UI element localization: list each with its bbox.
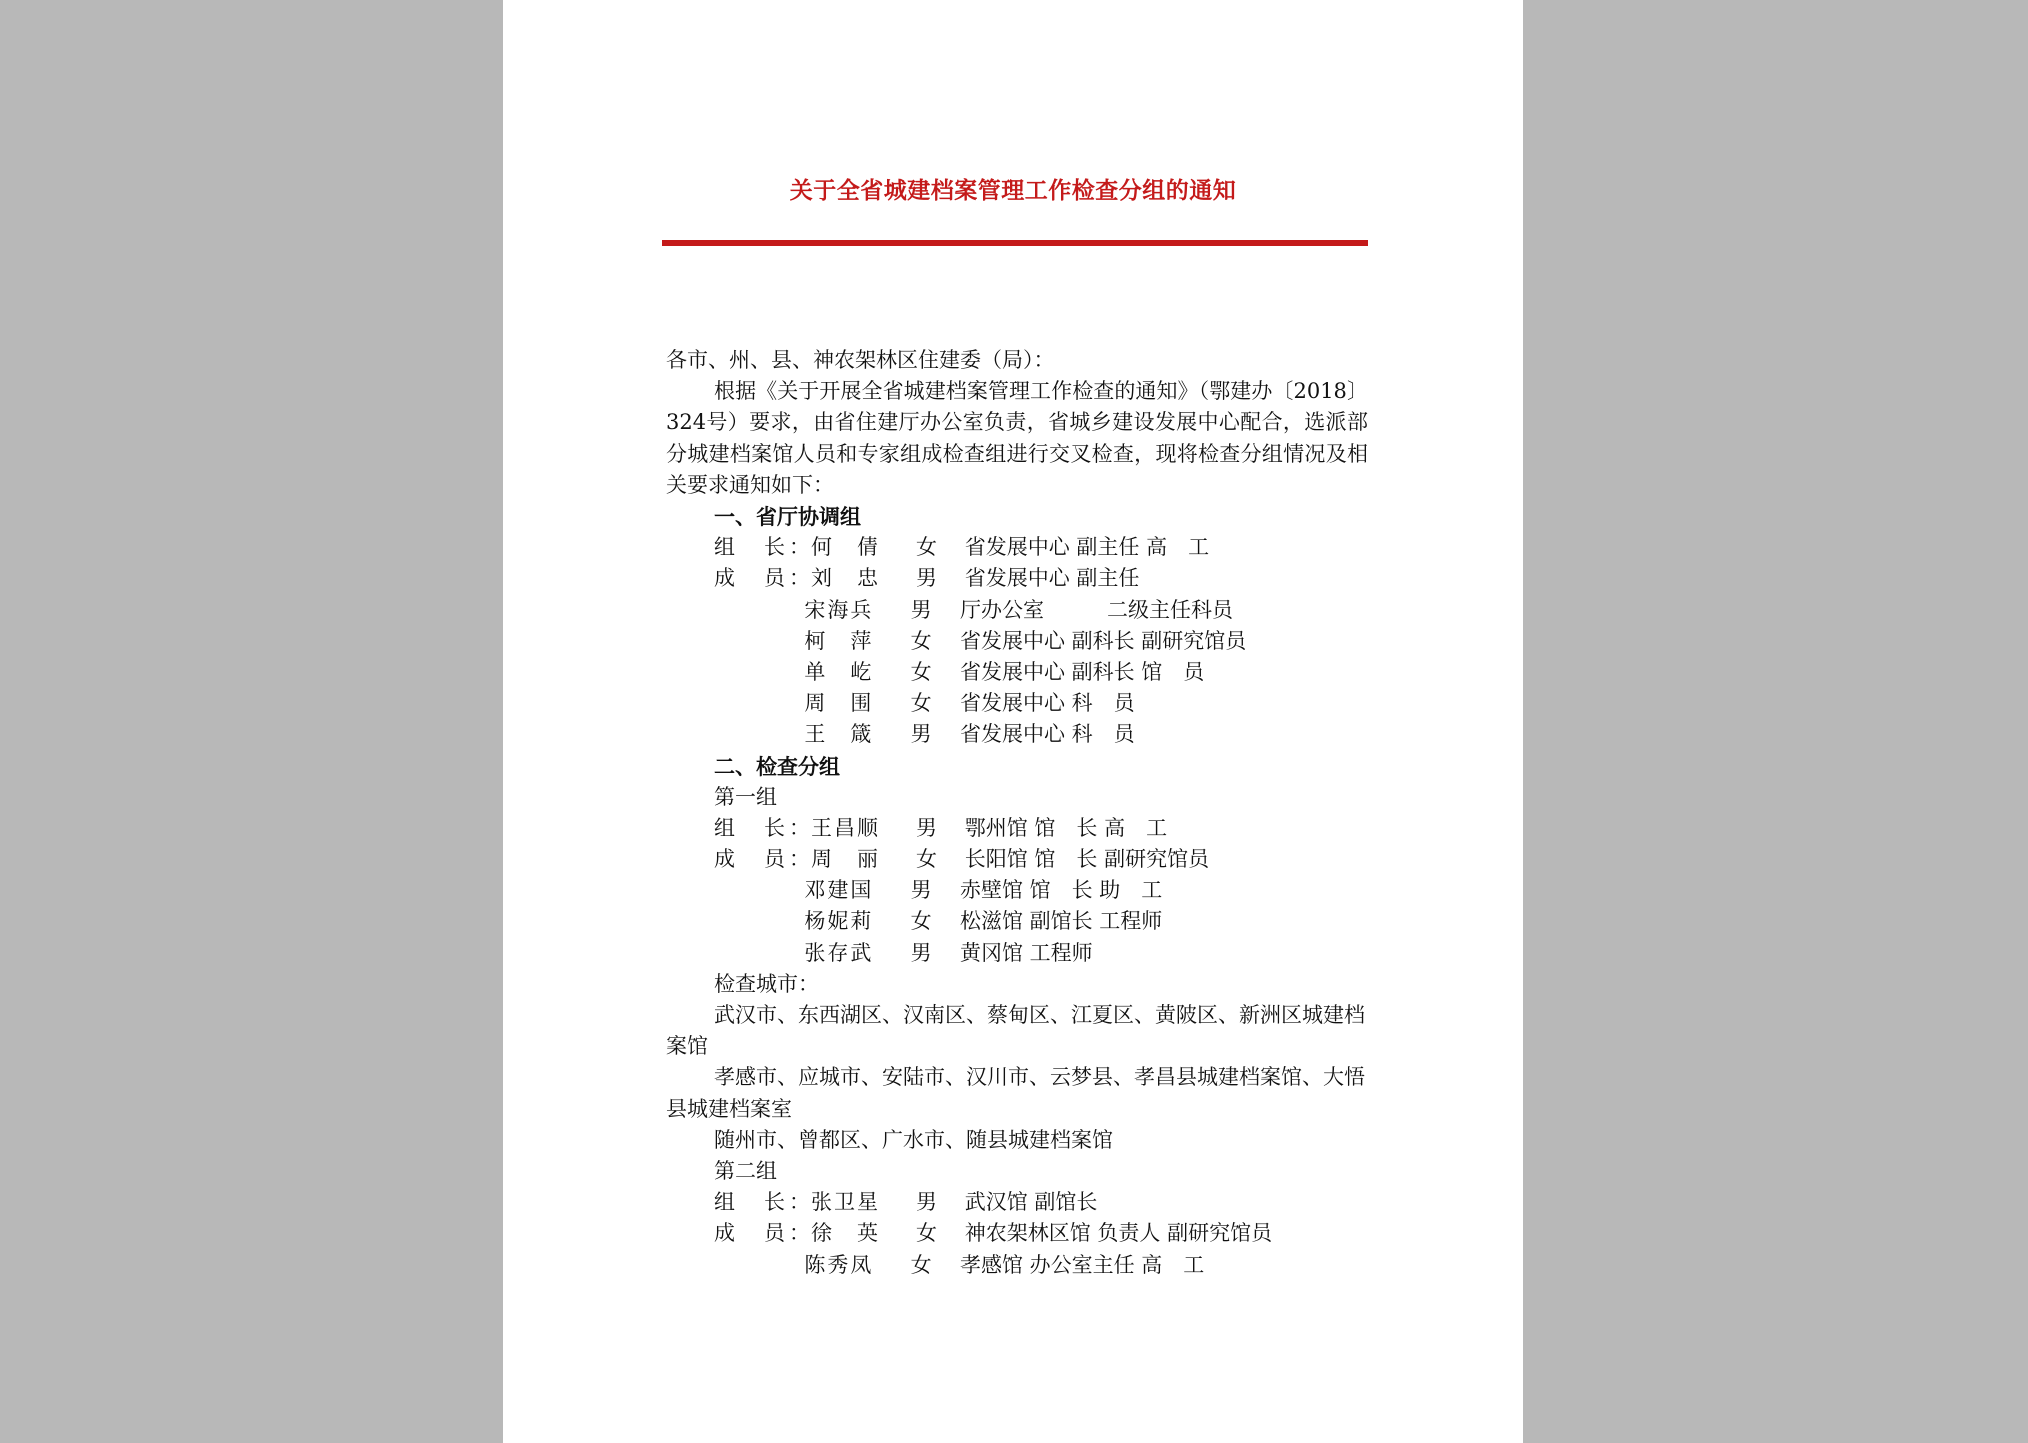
- member-gender: 女: [910, 691, 932, 716]
- member-gender: 男: [915, 1190, 937, 1215]
- member-unit: 松滋馆 副馆长 工程师: [959, 909, 1163, 934]
- member-role: [666, 688, 804, 719]
- member-unit: 省发展中心 科 员: [959, 691, 1135, 716]
- member-row: [666, 1187, 1368, 1218]
- member-role: 组 长：: [714, 1190, 814, 1215]
- member-gender: 女: [915, 847, 937, 872]
- member-unit: 省发展中心 科 员: [959, 722, 1135, 747]
- group-member-list: [666, 1187, 1368, 1281]
- member-unit: 省发展中心 副科长 副研究馆员: [959, 628, 1247, 653]
- member-role: [666, 906, 804, 937]
- member-role: 成 员：: [714, 847, 814, 872]
- member-row: [666, 657, 1368, 688]
- member-row: [666, 938, 1368, 969]
- member-unit: 厅办公室 二级主任科员: [959, 597, 1233, 622]
- cities-label: 检查城市：: [714, 971, 819, 996]
- member-name: 徐 英: [811, 1221, 880, 1246]
- member-row: [666, 1250, 1368, 1281]
- member-gender: 女: [910, 1252, 932, 1277]
- notice-title: 关于全省城建档案管理工作检查分组的通知: [789, 177, 1237, 204]
- salutation: 各市、州、县、神农架林区住建委（局）：: [666, 348, 1055, 372]
- red-header-rule: [662, 240, 1368, 246]
- member-gender: 女: [915, 1221, 937, 1246]
- member-name: 刘 忠: [811, 566, 880, 591]
- section-heading: 一、省厅协调组: [714, 504, 861, 529]
- group-member-list: [666, 813, 1368, 969]
- document-body: [666, 345, 1368, 1281]
- member-gender: 男: [910, 722, 932, 747]
- member-name: 何 倩: [811, 535, 880, 560]
- member-gender: 女: [915, 535, 937, 560]
- member-role: [666, 938, 804, 969]
- section-heading: 二、检查分组: [714, 753, 840, 779]
- member-name: 张卫星: [811, 1190, 880, 1215]
- member-unit: 省发展中心 副科长 馆 员: [959, 659, 1205, 684]
- intro-paragraph: 根据《关于开展全省城建档案管理工作检查的通知》（鄂建办〔2018〕324号）要求，由省住建厅办公室负责，省城乡建设发展中心配合，选派部分城建档案馆人员和专家组成检查组进行交叉检查，现将检查分组情况及相关要求通知如下：: [666, 379, 1368, 497]
- member-unit: 鄂州馆 馆 长 高 工: [964, 815, 1168, 840]
- group-label: 第二组: [714, 1159, 777, 1184]
- member-role: [666, 657, 804, 688]
- member-row: [666, 844, 1368, 875]
- member-name: 单 屹: [804, 659, 874, 684]
- member-role: [666, 875, 804, 906]
- member-role: 组 长：: [714, 815, 814, 840]
- member-name: 邓建国: [804, 878, 874, 903]
- member-row: [666, 875, 1368, 906]
- member-row: [666, 813, 1368, 844]
- member-unit: 省发展中心 副主任: [964, 566, 1140, 591]
- member-name: 陈秀凤: [804, 1252, 874, 1277]
- member-name: 王 箴: [804, 722, 874, 747]
- member-row: [666, 688, 1368, 719]
- member-role: 成 员：: [714, 566, 814, 591]
- city-list-item: 武汉市、东西湖区、汉南区、蔡甸区、江夏区、黄陂区、新洲区城建档案馆: [666, 1003, 1365, 1059]
- member-role: [666, 719, 804, 750]
- member-unit: 长阳馆 馆 长 副研究馆员: [964, 847, 1210, 872]
- member-row: [666, 626, 1368, 657]
- member-gender: 女: [910, 909, 932, 934]
- member-gender: 男: [915, 815, 937, 840]
- member-role: [666, 626, 804, 657]
- member-role: 组 长：: [714, 535, 814, 560]
- member-name: 柯 萍: [804, 628, 874, 653]
- member-row: [666, 719, 1368, 750]
- member-unit: 黄冈馆 工程师: [959, 940, 1093, 965]
- member-unit: 武汉馆 副馆长: [964, 1190, 1098, 1215]
- member-row: [666, 595, 1368, 626]
- city-list-item: 随州市、曾都区、广水市、随县城建档案馆: [714, 1127, 1113, 1152]
- member-role: 成 员：: [714, 1221, 814, 1246]
- city-list-item: 孝感市、应城市、安陆市、汉川市、云梦县、孝昌县城建档案馆、大悟县城建档案室: [666, 1065, 1365, 1121]
- member-row: [666, 1218, 1368, 1249]
- group-label: 第一组: [714, 784, 777, 809]
- member-gender: 男: [910, 940, 932, 965]
- member-row: [666, 563, 1368, 594]
- member-unit: 省发展中心 副主任 高 工: [964, 535, 1210, 560]
- member-row: [666, 906, 1368, 937]
- member-gender: 女: [910, 628, 932, 653]
- member-role: [666, 1250, 804, 1281]
- member-name: 周 围: [804, 691, 874, 716]
- member-name: 王昌顺: [811, 815, 880, 840]
- member-gender: 男: [915, 566, 937, 591]
- member-unit: 赤壁馆 馆 长 助 工: [959, 878, 1163, 903]
- member-name: 周 丽: [811, 847, 880, 872]
- member-unit: 孝感馆 办公室主任 高 工: [959, 1252, 1205, 1277]
- member-name: 杨妮莉: [804, 909, 874, 934]
- member-gender: 女: [910, 659, 932, 684]
- member-gender: 男: [910, 597, 932, 622]
- member-name: 张存武: [804, 940, 874, 965]
- member-unit: 神农架林区馆 负责人 副研究馆员: [964, 1221, 1273, 1246]
- member-row: [666, 532, 1368, 563]
- document-page: [503, 0, 1523, 1443]
- member-role: [666, 595, 804, 626]
- member-name: 宋海兵: [804, 597, 874, 622]
- coordination-group-list: [666, 532, 1368, 750]
- member-gender: 男: [910, 878, 932, 903]
